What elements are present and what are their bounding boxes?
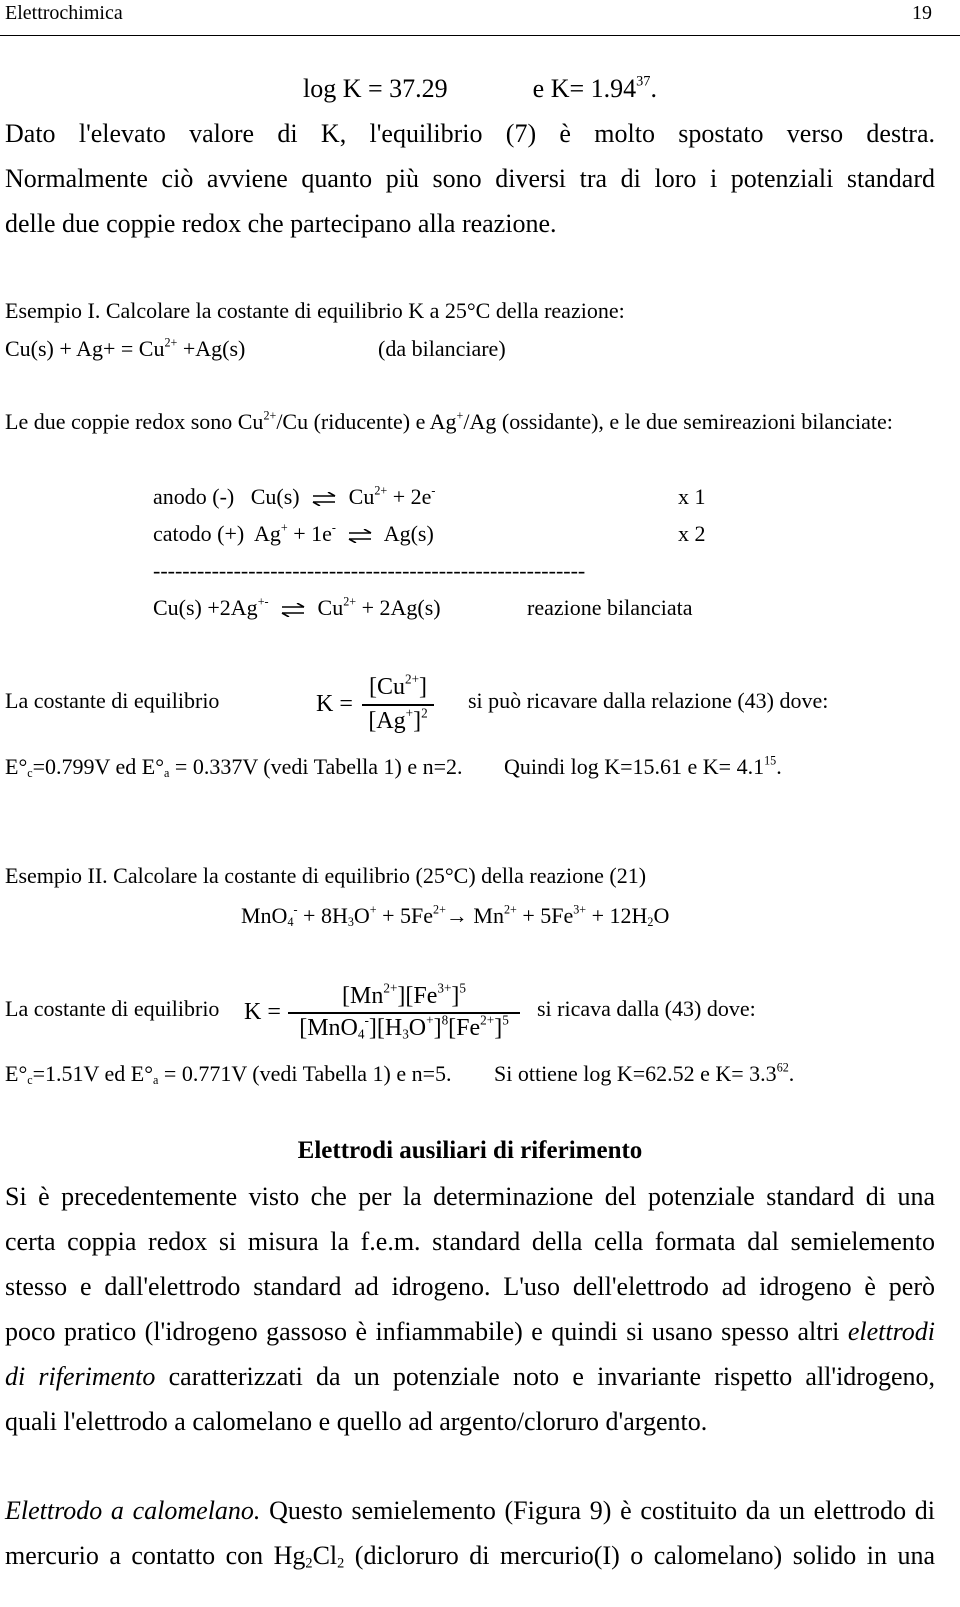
text: poco pratico (l'idrogeno gassoso è infiammabile) e quindi si usano spesso altri: [5, 1317, 840, 1346]
italic-term: di riferimento: [5, 1362, 156, 1391]
equilibrium-arrow-icon: [311, 492, 337, 506]
k-period: .: [650, 74, 657, 103]
section-heading: Elettrodi ausiliari di riferimento: [297, 1137, 643, 1164]
page-number: 19: [912, 2, 932, 24]
log-k-value: log K = 37.29: [303, 74, 448, 103]
k-equals: K =: [244, 999, 281, 1025]
charge: 2+: [164, 335, 178, 350]
species: [Ag: [368, 708, 406, 734]
text: caratterizzati da un potenziale noto e invariante rispetto all'idrogeno,: [168, 1362, 936, 1391]
redox-couples-line: [5, 408, 893, 434]
paragraph-line: delle due coppie redox che partecipano alla reazione.: [5, 209, 557, 238]
example-1-title: Esempio I. Calcolare la costante di equilibrio K a 25°C della reazione:: [5, 298, 625, 323]
species: Mn: [467, 903, 504, 928]
text: /Cu (riducente) e Ag: [276, 409, 457, 434]
species: O: [353, 903, 370, 928]
charge: 2+: [480, 1012, 495, 1028]
k-value: e K= 1.94: [532, 74, 637, 103]
reaction-lhs: Cu(s) + Ag+ = Cu: [5, 336, 165, 361]
species: Cu: [348, 484, 375, 509]
k-numerator: [288, 980, 520, 1009]
species: [Fe: [448, 1015, 481, 1041]
charge: 2+: [263, 408, 277, 423]
exponent: 8: [441, 1012, 449, 1028]
species: + 2e: [387, 484, 432, 509]
text: Si ottiene log K=62.52 e K= 3.3: [494, 1061, 777, 1086]
species: O: [408, 1015, 427, 1041]
species: [MnO: [299, 1015, 358, 1041]
charge: -: [364, 1012, 369, 1028]
text: Questo semielemento (Figura 9) è costituito da un elettrodo di: [269, 1496, 935, 1525]
charge: 2+: [343, 594, 357, 609]
exponent: 62: [776, 1060, 789, 1075]
species: + 2Ag(s): [356, 595, 441, 620]
species: + 5Fe: [516, 903, 574, 928]
k-denominator: [288, 1012, 520, 1042]
paragraph-line: Dato l'elevato valore di K, l'equilibrio (7) è molto spostato verso destra.: [5, 119, 935, 148]
catodo-half-reaction: [153, 520, 434, 546]
paragraph-line: stesso e dall'elettrodo standard ad idrogeno. L'uso dell'elettrodo ad idrogeno è però: [5, 1272, 935, 1301]
subsection-title: Elettrodo a calomelano.: [5, 1496, 261, 1525]
k-note: si ricava dalla (43) dove:: [537, 996, 756, 1021]
paragraph-line: [5, 1498, 935, 1524]
charge: +: [426, 1012, 434, 1028]
paragraph-line: [5, 1319, 935, 1345]
species: ][H: [368, 1015, 403, 1041]
charge: +: [405, 705, 414, 721]
species: + 5Fe: [376, 903, 434, 928]
multiplier: x 1: [678, 484, 706, 509]
subscript: c: [27, 1073, 33, 1088]
exponent: 5: [502, 1012, 509, 1028]
example-2-result: [5, 1061, 452, 1088]
equilibrium-arrow-icon: [280, 603, 306, 617]
charge: +-: [257, 594, 269, 609]
multiplier: x 2: [678, 521, 706, 546]
charge: 2+: [374, 483, 388, 498]
example-1-reaction: [5, 335, 246, 361]
bracket: ]: [419, 674, 428, 700]
charge: +: [369, 902, 377, 917]
example-1-result: [5, 754, 463, 781]
half-reaction-label: catodo (+): [153, 521, 245, 546]
right-arrow-icon: →: [445, 903, 468, 928]
bracket: ]: [433, 1015, 442, 1041]
k-denominator: [362, 705, 434, 734]
subscript: a: [153, 1073, 159, 1088]
paragraph-line: certa coppia redox si misura la f.e.m. standard della cella formata dal semielemento: [5, 1227, 935, 1256]
text: Cl: [312, 1541, 338, 1570]
charge: +: [456, 408, 464, 423]
species: ][Fe: [397, 983, 438, 1009]
text: .: [776, 754, 782, 779]
paragraph-line: Si è precedentemente visto che per la determinazione del potenziale standard di una: [5, 1182, 935, 1211]
charge: 3+: [437, 980, 452, 996]
species: Cu(s): [250, 484, 300, 509]
reaction-note: (da bilanciare): [378, 336, 506, 361]
charge: 2+: [433, 902, 446, 917]
bracket: ]: [451, 983, 460, 1009]
subscript: c: [27, 766, 33, 781]
text: =1.51V ed E°: [32, 1061, 154, 1086]
text: Quindi log K=15.61 e K= 4.1: [504, 754, 765, 779]
subscript: 2: [647, 915, 654, 930]
text: Le due coppie redox sono Cu: [5, 409, 264, 434]
text: E°: [5, 754, 28, 779]
anodo-half-reaction: [153, 483, 436, 509]
equilibrium-arrow-icon: [347, 529, 373, 543]
bracket: ]: [494, 1015, 503, 1041]
balanced-reaction: [153, 594, 441, 620]
text: .: [788, 1061, 795, 1086]
subscript: 2: [337, 1555, 345, 1572]
k-equals: K =: [316, 691, 353, 717]
balanced-label: reazione bilanciata: [527, 595, 693, 620]
species: MnO: [241, 903, 288, 928]
text: =0.799V ed E°: [32, 754, 165, 779]
text: = 0.771V (vedi Tabella 1) e n=5.: [158, 1061, 452, 1086]
paragraph-line: Normalmente ciò avviene quanto più sono diversi tra di loro i potenziali standard: [5, 164, 935, 193]
text: mercurio a contatto con Hg: [5, 1541, 306, 1570]
italic-term: elettrodi: [847, 1317, 936, 1346]
header-rule: [0, 35, 960, 36]
charge: 2+: [383, 980, 398, 996]
half-reaction-label: anodo (-): [153, 484, 235, 509]
paragraph-line: quali l'elettrodo a calomelano e quello ad argento/cloruro d'argento.: [5, 1407, 708, 1436]
intro-equation: [303, 73, 657, 103]
text: E°: [5, 1061, 28, 1086]
example-2-k-value: [494, 1060, 795, 1086]
exponent: 5: [459, 980, 466, 996]
k-exponent: 37: [636, 73, 651, 90]
species: + 8H: [297, 903, 348, 928]
paragraph-line: [5, 1364, 935, 1390]
charge: 3+: [573, 902, 587, 917]
bracket: ]: [413, 708, 422, 734]
text: /Ag (ossidante), e le due semireazioni bilanciate:: [463, 409, 893, 434]
k-note: si può ricavare dalla relazione (43) dove:: [468, 688, 829, 713]
exponent: 15: [764, 753, 777, 768]
exponent: 2: [421, 705, 428, 721]
charge: -: [431, 483, 436, 498]
subscript: 3: [402, 1026, 409, 1042]
charge: 2+: [503, 902, 517, 917]
species: Cu(s) +2Ag: [153, 595, 258, 620]
running-header-title: Elettrochimica: [5, 2, 123, 24]
subscript: a: [164, 766, 170, 781]
k-label: La costante di equilibrio: [5, 688, 220, 713]
example-2-reaction: [241, 902, 670, 930]
charge: 2+: [404, 671, 420, 687]
species: + 12H: [586, 903, 648, 928]
subscript: 4: [287, 915, 294, 930]
species: [Cu: [368, 674, 405, 700]
k-numerator: [362, 671, 434, 700]
species: Ag: [254, 521, 281, 546]
charge: -: [331, 520, 336, 535]
text: (dicloruro di mercurio(I) o calomelano) solido in una: [344, 1541, 936, 1570]
species: O: [653, 903, 670, 928]
paragraph-line: [5, 1541, 936, 1572]
species: Cu: [317, 595, 344, 620]
species: + 1e: [287, 521, 332, 546]
subscript: 4: [357, 1026, 365, 1042]
charge: -: [293, 902, 298, 917]
species: [Mn: [342, 983, 384, 1009]
species: Ag(s): [383, 521, 434, 546]
dash-separator: -----------------------------------------------------------: [153, 558, 586, 583]
text: = 0.337V (vedi Tabella 1) e n=2.: [169, 754, 463, 779]
charge: +: [280, 520, 288, 535]
reaction-rhs: +Ag(s): [177, 336, 246, 361]
subscript: 3: [347, 915, 354, 930]
example-1-k-value: [504, 753, 782, 779]
k-label: La costante di equilibrio: [5, 996, 220, 1021]
subscript: 2: [305, 1555, 313, 1572]
example-2-title: Esempio II. Calcolare la costante di equilibrio (25°C) della reazione (21): [5, 863, 647, 888]
